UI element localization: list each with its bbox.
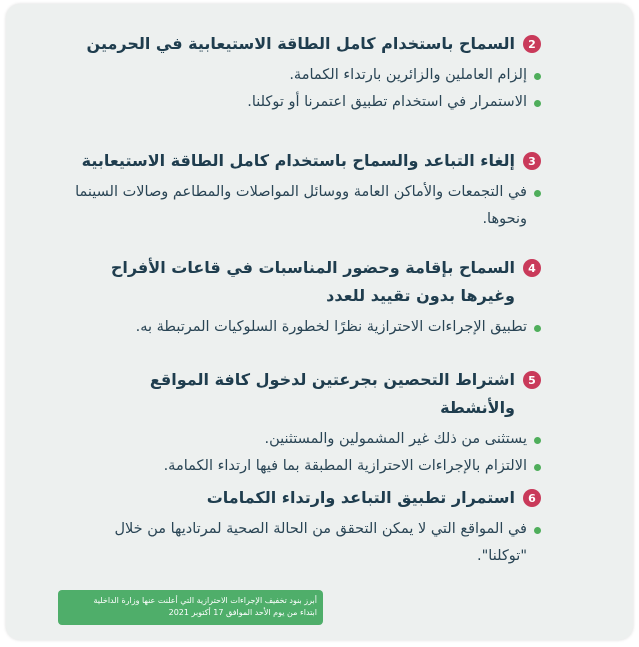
section-6: [71, 484, 541, 570]
footer-note-line1: أبرز بنود تخفيف الإجراءات الاحترازية التي أعلنت عنها وزارة الداخلية: [93, 596, 317, 605]
bullet-list: [71, 179, 541, 233]
section-title: السماح باستخدام كامل الطاقة الاستيعابية في الحرمين: [86, 34, 515, 53]
bullet-item: إلزام العاملين والزائرين بارتداء الكمامة.: [71, 62, 541, 89]
bullet-item: الالتزام بالإجراءات الاحترازية المطبقة بما فيها ارتداء الكمامة.: [71, 453, 541, 480]
bullet-list: [71, 426, 541, 480]
section-header: [71, 366, 541, 422]
section-title: استمرار تطبيق التباعد وارتداء الكمامات: [206, 488, 515, 507]
bullet-item: يستثنى من ذلك غير المشمولين والمستثنين.: [71, 426, 541, 453]
section-header: [71, 147, 541, 175]
bullet-item: تطبيق الإجراءات الاحترازية نظرًا لخطورة السلوكيات المرتبطة به.: [71, 314, 541, 341]
footer-note-line2: ابتداء من يوم الأحد الموافق 17 أكتوبر 2021: [168, 608, 317, 617]
section-5: [71, 366, 541, 480]
number-badge: 6: [523, 489, 541, 507]
bullet-item: في المواقع التي لا يمكن التحقق من الحالة الصحية لمرتاديها من خلال "توكلنا".: [71, 516, 541, 570]
bullet-list: [71, 314, 541, 341]
section-3: [71, 147, 541, 233]
number-badge: 3: [523, 152, 541, 170]
bullet-item: الاستمرار في استخدام تطبيق اعتمرنا أو توكلنا.: [71, 89, 541, 116]
section-header: [71, 254, 541, 310]
section-title: السماح بإقامة وحضور المناسبات في قاعات الأفراح وغيرها بدون تقييد للعدد: [110, 258, 515, 305]
section-title: اشتراط التحصين بجرعتين لدخول كافة المواقع والأنشطة: [149, 370, 515, 417]
section-header: [71, 484, 541, 512]
bullet-item: في التجمعات والأماكن العامة ووسائل المواصلات والمطاعم وصالات السينما ونحوها.: [71, 179, 541, 233]
number-badge: 2: [523, 35, 541, 53]
section-4: [71, 254, 541, 341]
infographic-card: [6, 4, 633, 640]
section-header: [71, 30, 541, 58]
number-badge: 4: [523, 259, 541, 277]
section-title: إلغاء التباعد والسماح باستخدام كامل الطاقة الاستيعابية: [81, 151, 515, 170]
bullet-list: [71, 62, 541, 116]
bullet-list: [71, 516, 541, 570]
number-badge: 5: [523, 371, 541, 389]
footer-note: [58, 590, 323, 625]
section-2: [71, 30, 541, 116]
